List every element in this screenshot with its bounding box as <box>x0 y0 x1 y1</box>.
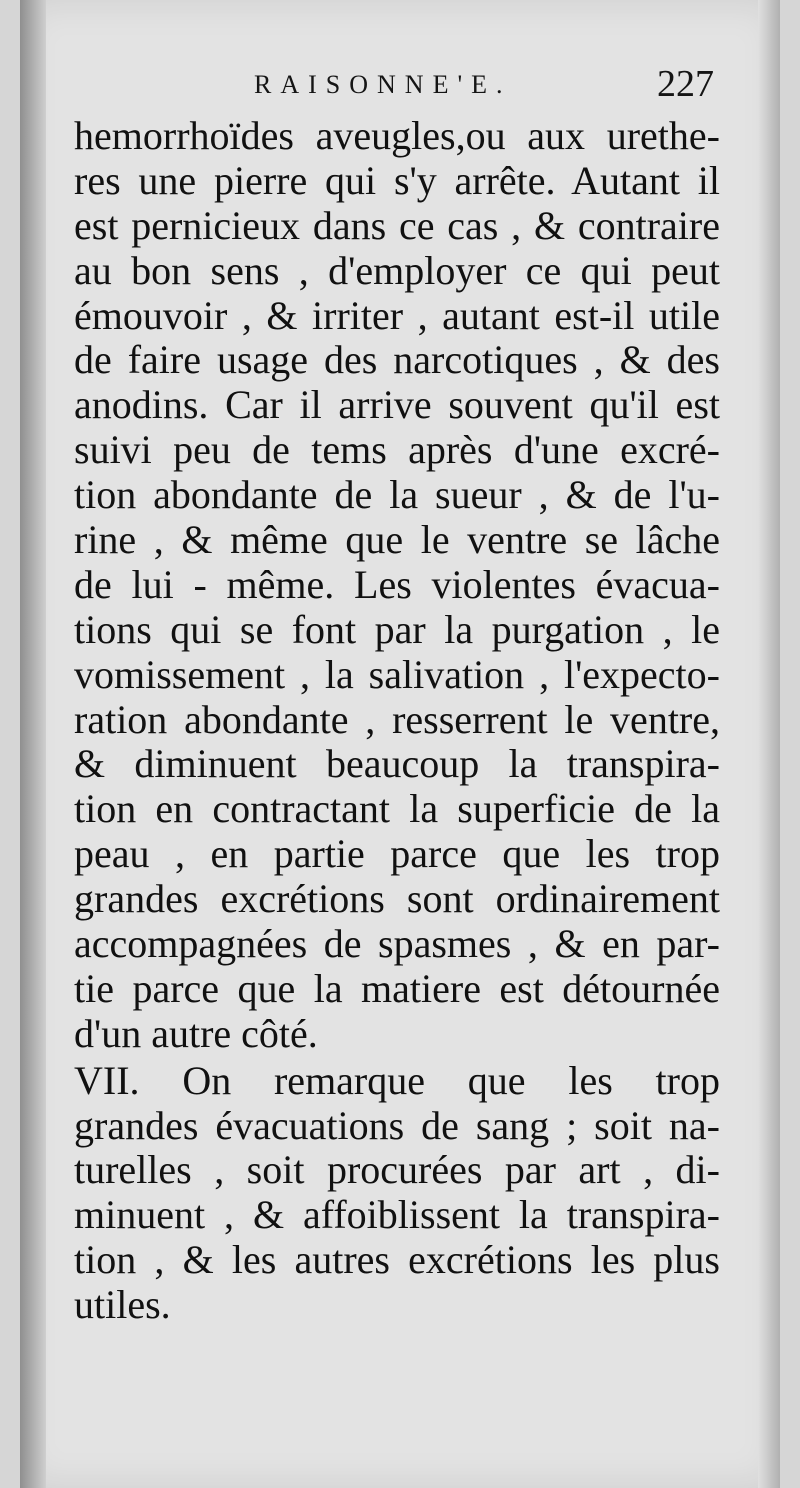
text-line: & diminuent beaucoup la transpira- <box>74 741 720 787</box>
page-header <box>76 62 716 112</box>
page-number: 227 <box>657 63 714 105</box>
text-line: utiles. <box>74 1282 171 1328</box>
text-line: tion en contractant la superficie de la <box>74 786 720 832</box>
paragraph-1 <box>74 114 720 1057</box>
text-line: tion abondante de la sueur , & de l'u- <box>74 472 720 518</box>
text-line: accompagnées de spasmes , & en par- <box>74 921 720 967</box>
text-line: peau , en partie parce que les trop <box>74 831 720 877</box>
text-line: turelles , soit procurées par art , di- <box>74 1147 720 1193</box>
text-line: suivi peu de tems après d'une excré- <box>74 427 720 473</box>
text-line: émouvoir , & irriter , autant est-il utile <box>74 292 720 338</box>
text-line: grandes excrétions sont ordinairement <box>74 876 720 922</box>
page-gutter-shadow <box>20 0 46 1488</box>
text-line: VII. On remarque que les trop <box>74 1057 720 1103</box>
text-line: de faire usage des narcotiques , & des <box>74 337 720 383</box>
text-line: tie parce que la matiere est détournée <box>74 965 720 1011</box>
text-line: hemorrhoïdes aveugles,ou aux urethe- <box>74 113 720 158</box>
page-edge-shadow <box>758 0 780 1488</box>
body-text <box>74 114 720 1328</box>
text-line: au bon sens , d'employer ce qui peut <box>74 247 720 293</box>
text-line: res une pierre qui s'y arrête. Autant il <box>74 157 720 203</box>
running-head: RAISONNE'E. <box>254 70 512 99</box>
text-line: tion , & les autres excrétions les plus <box>74 1237 720 1283</box>
text-line: vomissement , la salivation , l'expecto- <box>74 651 720 697</box>
text-line: grandes évacuations de sang ; soit na- <box>74 1102 720 1148</box>
text-line: d'un autre côté. <box>74 1010 318 1056</box>
text-line: anodins. Car il arrive souvent qu'il est <box>74 382 720 428</box>
paragraph-2 <box>74 1059 720 1328</box>
text-line: est pernicieux dans ce cas , & contraire <box>74 202 720 248</box>
text-line: rine , & même que le ventre se lâche <box>74 517 720 563</box>
text-line: ration abondante , resserrent le ventre, <box>74 696 720 742</box>
text-line: tions qui se font par la purgation , le <box>74 606 720 652</box>
text-line: de lui - même. Les violentes évacua- <box>74 561 720 607</box>
text-line: minuent , & affoiblissent la transpira- <box>74 1192 720 1238</box>
